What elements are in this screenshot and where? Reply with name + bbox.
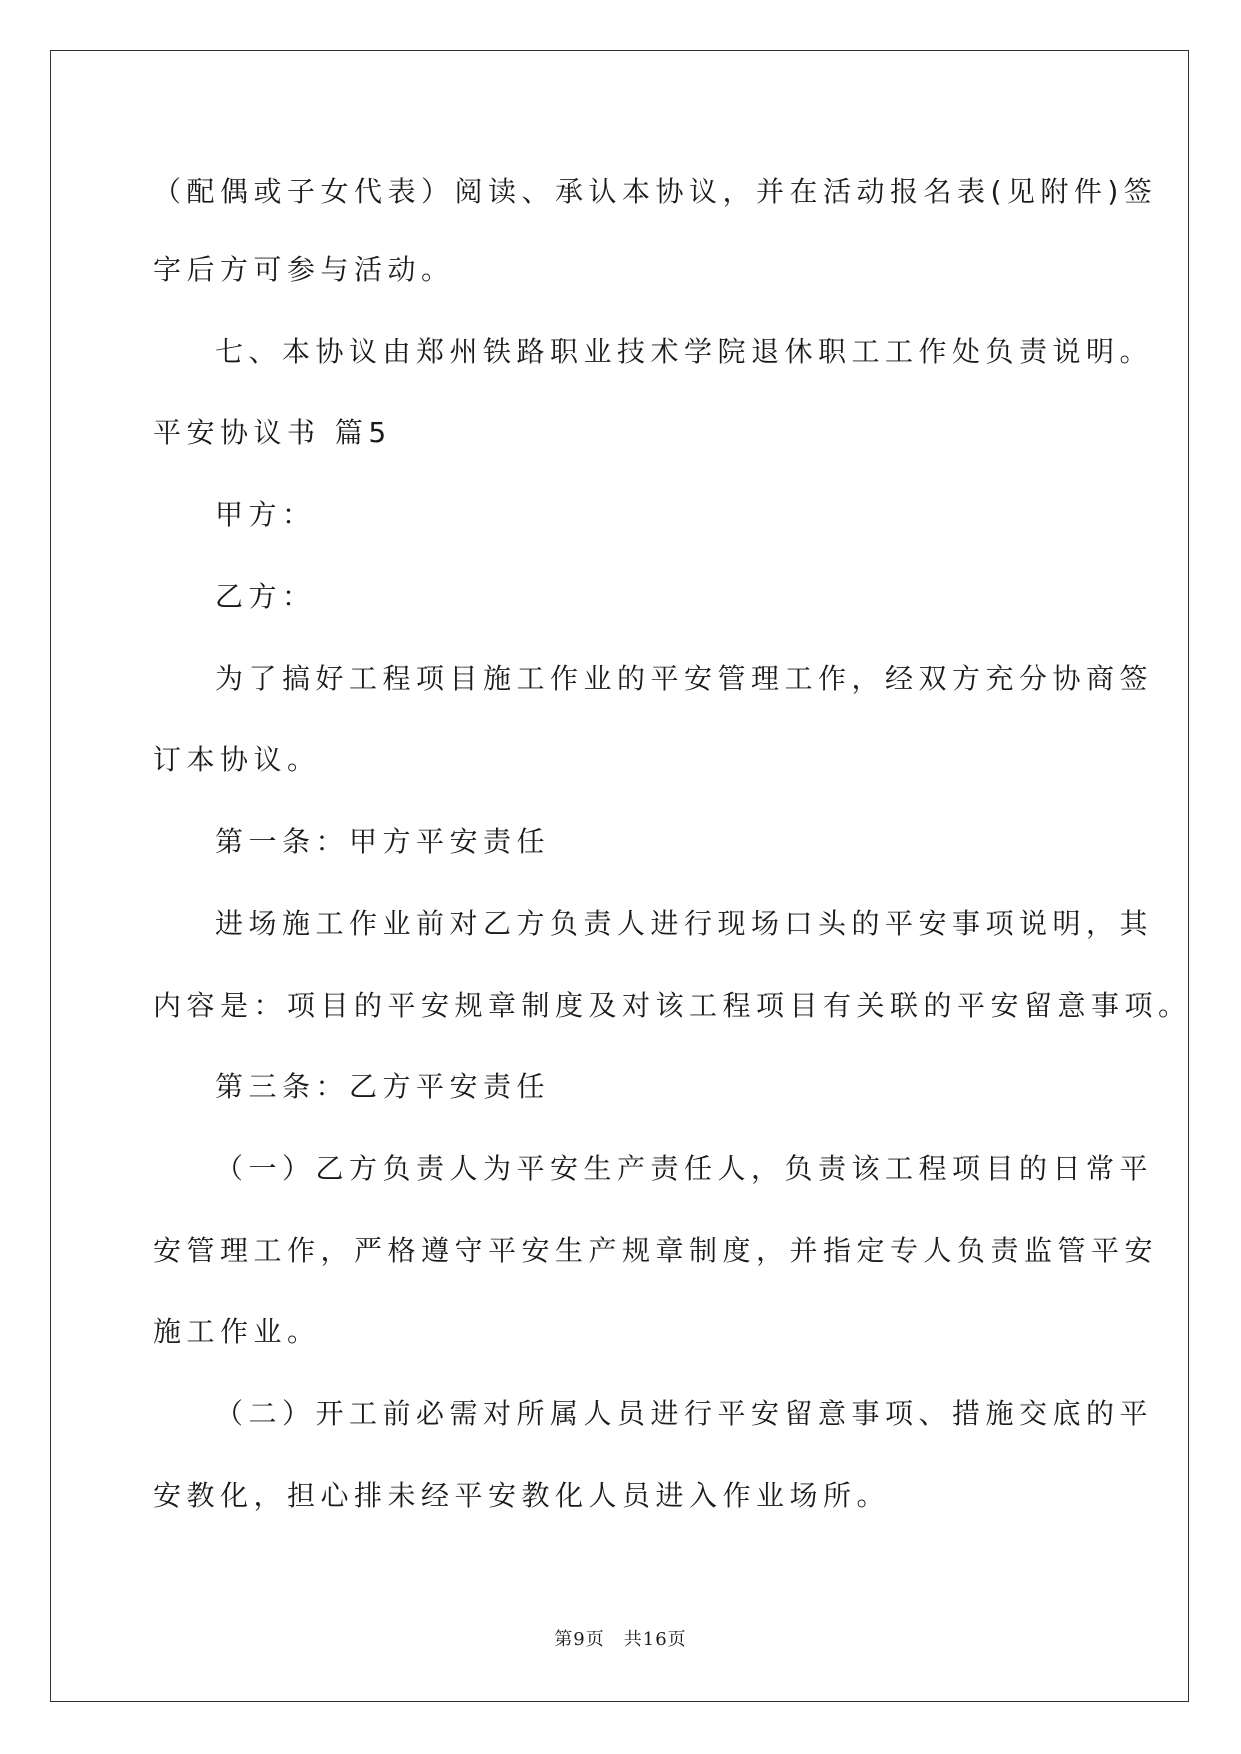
paragraph-line: 内容是：项目的平安规章制度及对该工程项目有关联的平安留意事项。 xyxy=(153,989,1192,1022)
paragraph-line: （二）开工前必需对所属人员进行平安留意事项、措施交底的平 xyxy=(215,1397,1154,1430)
party-a-label: 甲方： xyxy=(215,498,316,531)
article-heading: 第三条：乙方平安责任 xyxy=(215,1070,551,1103)
article-heading: 第一条：甲方平安责任 xyxy=(215,825,551,858)
paragraph-line: 为了搞好工程项目施工作业的平安管理工作，经双方充分协商签 xyxy=(215,662,1154,695)
page-border xyxy=(50,50,1189,1702)
paragraph-line: 施工作业。 xyxy=(153,1315,321,1348)
paragraph-line: 安管理工作，严格遵守平安生产规章制度，并指定专人负责监管平安 xyxy=(153,1234,1159,1267)
paragraph-line: 字后方可参与活动。 xyxy=(153,253,455,286)
page-number-footer: 第9页 共16页 xyxy=(554,1629,687,1650)
paragraph-line: 安教化，担心排未经平安教化人员进入作业场所。 xyxy=(153,1479,891,1512)
paragraph-line: 进场施工作业前对乙方负责人进行现场口头的平安事项说明，其 xyxy=(215,907,1154,940)
paragraph-line: （配偶或子女代表）阅读、承认本协议，并在活动报名表(见附件)签 xyxy=(153,175,1158,208)
paragraph-line: 订本协议。 xyxy=(153,743,321,776)
paragraph-line: （一）乙方负责人为平安生产责任人，负责该工程项目的日常平 xyxy=(215,1152,1154,1185)
party-b-label: 乙方： xyxy=(215,580,316,613)
section-heading: 平安协议书 篇5 xyxy=(153,416,392,449)
paragraph-line: 七、本协议由郑州铁路职业技术学院退休职工工作处负责说明。 xyxy=(215,335,1154,368)
